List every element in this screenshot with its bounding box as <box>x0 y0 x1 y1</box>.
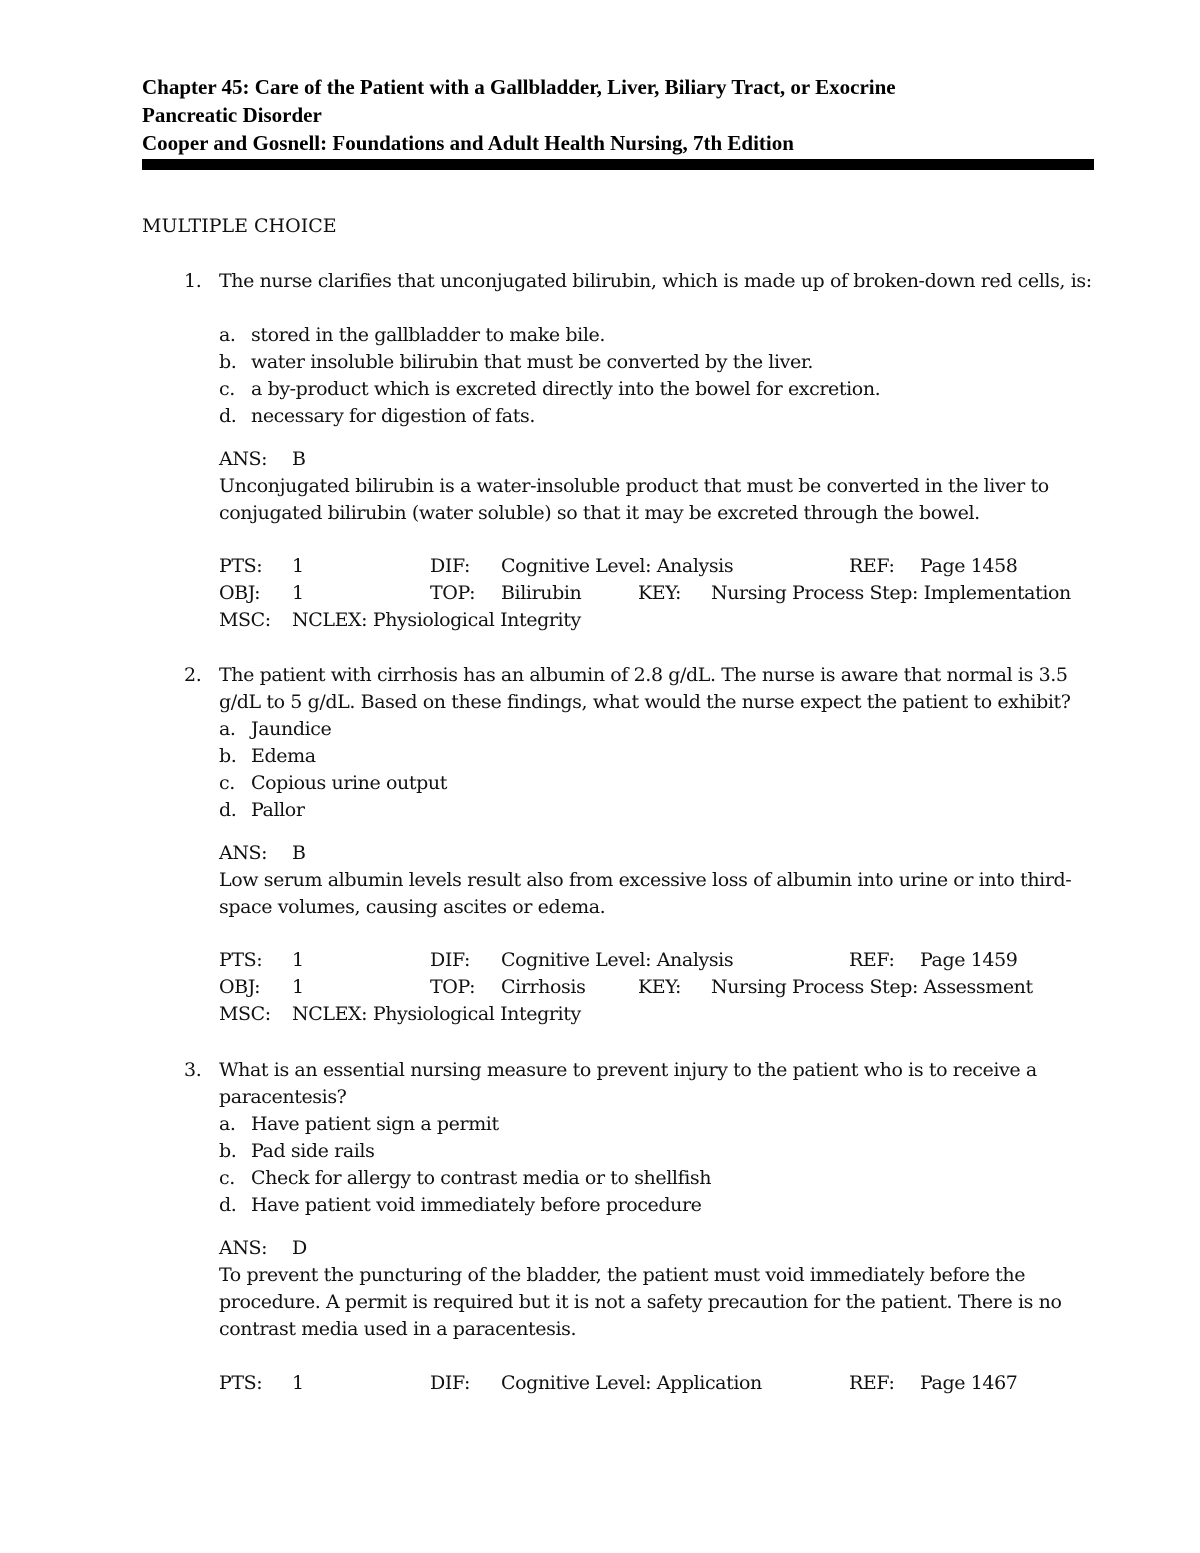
option-letter: b. <box>219 1140 237 1162</box>
key-label: KEY: <box>638 582 682 604</box>
metadata-row <box>0 607 1200 634</box>
obj-value: 1 <box>292 976 304 998</box>
option-text: necessary for digestion of fats. <box>251 405 535 427</box>
question-stem: The patient with cirrhosis has an albumin of 2.8 g/dL. The nurse is aware that normal is 3.5 g/dL to 5 g/dL. Based on these findings, what would the nurse expect the patient to exhibit? <box>219 664 1071 713</box>
key-value: Nursing Process Step: Assessment <box>711 976 1033 998</box>
option-d <box>219 797 305 824</box>
dif-value: Cognitive Level: Analysis <box>501 555 734 577</box>
question-number: 3. <box>184 1059 202 1081</box>
dif-value: Cognitive Level: Analysis <box>501 949 734 971</box>
chapter-title-line-2: Pancreatic Disorder <box>142 103 322 127</box>
obj-label: OBJ: <box>219 582 261 604</box>
ref-label: REF: <box>849 555 895 577</box>
metadata-row <box>0 974 1200 1001</box>
key-value: Nursing Process Step: Implementation <box>711 582 1071 604</box>
dif-label: DIF: <box>430 1372 471 1394</box>
option-letter: a. <box>219 324 236 346</box>
option-c <box>219 1165 711 1192</box>
question-stem: The nurse clarifies that unconjugated bilirubin, which is made up of broken-down red cells, is: <box>219 270 1092 292</box>
answer-label: ANS: <box>219 1237 268 1259</box>
metadata-row <box>0 947 1200 974</box>
ref-value: Page 1467 <box>920 1372 1018 1394</box>
top-value: Cirrhosis <box>501 976 586 998</box>
top-label: TOP: <box>430 976 476 998</box>
pts-label: PTS: <box>219 1372 263 1394</box>
ref-value: Page 1459 <box>920 949 1018 971</box>
answer <box>219 446 306 473</box>
answer-value: D <box>292 1237 307 1259</box>
msc-value: NCLEX: Physiological Integrity <box>292 609 581 631</box>
option-text: Check for allergy to contrast media or to shellfish <box>251 1167 712 1189</box>
pts-value: 1 <box>292 555 304 577</box>
top-value: Bilirubin <box>501 582 582 604</box>
obj-label: OBJ: <box>219 976 261 998</box>
option-letter: b. <box>219 351 237 373</box>
msc-value: NCLEX: Physiological Integrity <box>292 1003 581 1025</box>
metadata-row <box>0 1370 1200 1397</box>
obj-value: 1 <box>292 582 304 604</box>
question-number: 1. <box>184 270 202 292</box>
metadata-row <box>0 1001 1200 1028</box>
option-letter: b. <box>219 745 237 767</box>
ref-value: Page 1458 <box>920 555 1018 577</box>
key-label: KEY: <box>638 976 682 998</box>
dif-value: Cognitive Level: Application <box>501 1372 762 1394</box>
option-text: water insoluble bilirubin that must be converted by the liver. <box>251 351 814 373</box>
option-letter: d. <box>219 405 237 427</box>
option-b <box>219 743 316 770</box>
document-header <box>142 73 1094 157</box>
dif-label: DIF: <box>430 949 471 971</box>
ref-label: REF: <box>849 1372 895 1394</box>
option-a <box>219 322 605 349</box>
answer-label: ANS: <box>219 448 268 470</box>
option-text: Edema <box>251 745 316 767</box>
answer-label: ANS: <box>219 842 268 864</box>
question-stem: What is an essential nursing measure to prevent injury to the patient who is to receive a paracentesis? <box>219 1059 1037 1108</box>
option-c <box>219 770 447 797</box>
option-c <box>219 376 880 403</box>
option-letter: d. <box>219 799 237 821</box>
rationale: Low serum albumin levels result also from excessive loss of albumin into urine or into third-space volumes, causing ascites or edema. <box>219 869 1072 918</box>
ref-label: REF: <box>849 949 895 971</box>
option-letter: a. <box>219 718 236 740</box>
option-d <box>219 403 535 430</box>
option-letter: c. <box>219 772 235 794</box>
option-text: Jaundice <box>251 718 332 740</box>
metadata-row <box>0 580 1200 607</box>
dif-label: DIF: <box>430 555 471 577</box>
option-text: Pallor <box>251 799 305 821</box>
option-text: Pad side rails <box>251 1140 375 1162</box>
answer-value: B <box>292 842 306 864</box>
option-letter: c. <box>219 378 235 400</box>
option-text: stored in the gallbladder to make bile. <box>251 324 606 346</box>
metadata-row <box>0 553 1200 580</box>
pts-value: 1 <box>292 949 304 971</box>
option-b <box>219 1138 374 1165</box>
option-a <box>219 716 331 743</box>
pts-value: 1 <box>292 1372 304 1394</box>
option-letter: a. <box>219 1113 236 1135</box>
top-label: TOP: <box>430 582 476 604</box>
msc-label: MSC: <box>219 609 271 631</box>
option-b <box>219 349 813 376</box>
option-text: Have patient sign a permit <box>251 1113 499 1135</box>
option-d <box>219 1192 702 1219</box>
msc-label: MSC: <box>219 1003 271 1025</box>
answer <box>219 840 306 867</box>
header-divider <box>142 159 1094 170</box>
chapter-title-line-1: Chapter 45: Care of the Patient with a Gallbladder, Liver, Biliary Tract, or Exocrine <box>142 75 896 99</box>
option-text: a by-product which is excreted directly into the bowel for excretion. <box>251 378 881 400</box>
question-number: 2. <box>184 664 202 686</box>
option-a <box>219 1111 499 1138</box>
pts-label: PTS: <box>219 949 263 971</box>
option-text: Copious urine output <box>251 772 447 794</box>
pts-label: PTS: <box>219 555 263 577</box>
answer <box>219 1235 307 1262</box>
option-text: Have patient void immediately before procedure <box>251 1194 702 1216</box>
rationale: Unconjugated bilirubin is a water-insoluble product that must be converted in the liver to conjugated bilirubin (water soluble) so that it may be excreted through the bowel. <box>219 475 1049 524</box>
answer-value: B <box>292 448 306 470</box>
book-subtitle: Cooper and Gosnell: Foundations and Adult Health Nursing, 7th Edition <box>142 131 794 155</box>
rationale: To prevent the puncturing of the bladder, the patient must void immediately before the procedure. A permit is required but it is not a safety precaution for the patient. There is no contrast media used in a paracentesis. <box>219 1264 1062 1340</box>
section-title: MULTIPLE CHOICE <box>142 215 337 237</box>
option-letter: d. <box>219 1194 237 1216</box>
option-letter: c. <box>219 1167 235 1189</box>
